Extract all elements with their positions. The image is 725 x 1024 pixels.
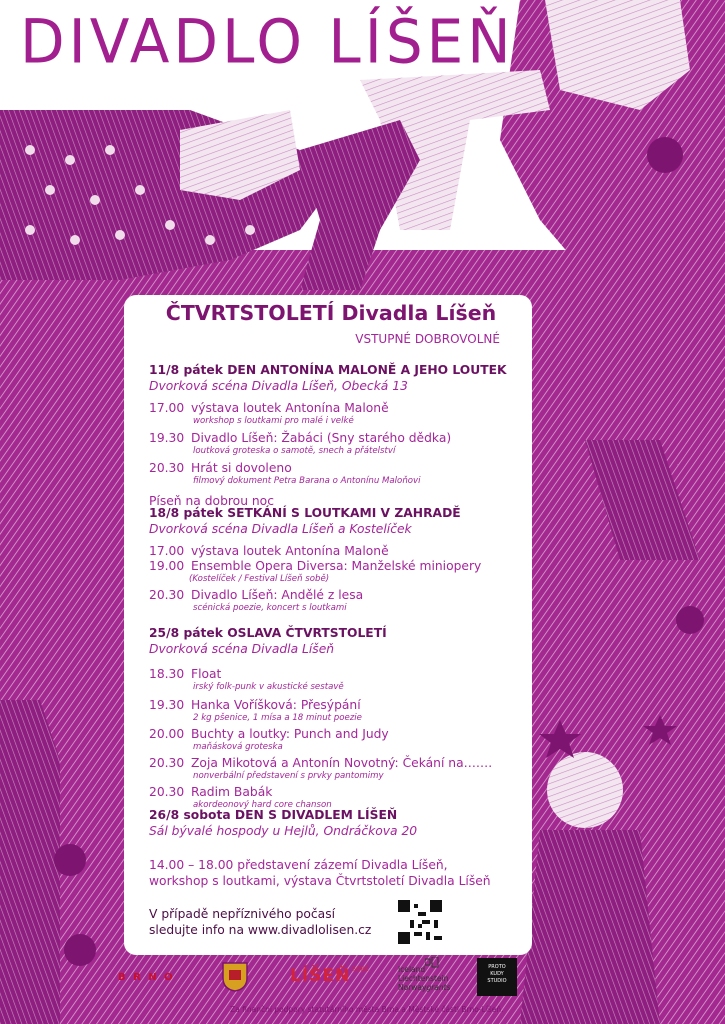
qr-code[interactable] — [398, 900, 442, 944]
event-heading: 25/8 pátek OSLAVA ČTVRTSTOLETÍ — [149, 626, 387, 640]
program-note: workshop s loutkami pro malé i velké — [193, 416, 354, 426]
program-item: 19.30 Hanka Voříšková: Přesýpání — [149, 698, 361, 712]
program-line: workshop s loutkami, výstava Čtvrtstoletí Divadla Líšeň — [149, 874, 491, 888]
event-venue: Dvorková scéna Divadla Líšeň a Kostelíček — [149, 522, 412, 536]
event-venue: Sál bývalé hospody u Hejlů, Ondráčkova 20 — [149, 824, 418, 838]
program-note: nonverbální představení s prvky pantomimy — [193, 771, 384, 781]
event-heading: 11/8 pátek DEN ANTONÍNA MALONĚ A JEHO LOUTEK — [149, 363, 507, 377]
weather-line: V případě nepříznivého počasí — [149, 907, 336, 921]
program-item: 20.30 Hrát si dovoleno — [149, 461, 292, 475]
website-link[interactable]: sledujte info na www.divadlolisen.cz — [149, 923, 372, 937]
event-block-1 — [149, 362, 529, 509]
event-heading: 18/8 pátek SETKÁNÍ S LOUTKAMI V ZAHRADĚ — [149, 506, 461, 520]
program-line: 14.00 – 18.00 představení zázemí Divadla Líšeň, — [149, 858, 448, 872]
program-note: maňásková groteska — [193, 742, 283, 752]
program-note: loutková groteska o samotě, snech a přátelství — [193, 446, 396, 456]
program-note: akordeonový hard core chanson — [193, 800, 332, 810]
program-item: 18.30 Float — [149, 667, 222, 681]
funding-note: Za finanční podpory statutárního města Brna a Městské části Brno-Líšeň. — [230, 1005, 504, 1014]
brand-title: DIVADLO LÍŠEŇ — [20, 6, 515, 78]
program-note: 2 kg pšenice, 1 mísa a 18 minut poezie — [193, 713, 362, 723]
studio-logo: PROTO KUDY STUDIO — [477, 958, 517, 996]
program-closing: Píseň na dobrou noc — [149, 494, 274, 508]
program-item: 19.30 Divadlo Líšeň: Žabáci (Sny starého dědka) — [149, 431, 452, 445]
program-item: 20.30 Divadlo Líšeň: Andělé z lesa — [149, 588, 364, 602]
event-heading: 26/8 sobota DEN S DIVADLEM LÍŠEŇ — [149, 808, 398, 822]
event-venue: Dvorková scéna Divadla Líšeň, Obecká 13 — [149, 379, 408, 393]
eea-grants-logo: Iceland Liechtenstein Norwaygrants — [398, 965, 451, 992]
program-note: scénická poezie, koncert s loutkami — [193, 603, 347, 613]
admission-note: VSTUPNÉ DOBROVOLNÉ — [355, 332, 500, 346]
program-item: 19.00 Ensemble Opera Diversa: Manželské miniopery — [149, 559, 482, 573]
event-venue: Dvorková scéna Divadla Líšeň — [149, 642, 335, 656]
program-note: irský folk-punk v akustické sestavě — [193, 682, 344, 692]
grants-icon — [425, 957, 439, 969]
event-block-2 — [149, 505, 529, 614]
brno-logo: B R N O — [118, 972, 175, 983]
coat-of-arms-icon — [222, 962, 248, 992]
program-note: filmový dokument Petra Barana o Antonínu Maloňovi — [193, 476, 421, 486]
lisen-sobe-logo: LÍŠEŇ $^{SOBĚ}$ — [290, 966, 369, 986]
poster-title: ČTVRTSTOLETÍ Divadla Líšeň — [165, 301, 497, 325]
weather-note — [149, 906, 371, 938]
program-note: (Kostelíček / Festival Líšeň sobě) — [189, 574, 330, 584]
program-item: 17.00 výstava loutek Antonína Maloně — [149, 401, 389, 415]
program-item: 20.00 Buchty a loutky: Punch and Judy — [149, 727, 389, 741]
program-item: 17.00 výstava loutek Antonína Maloně — [149, 544, 389, 558]
program-item: 20.30 Radim Babák — [149, 785, 273, 799]
program-item: 20.30 Zoja Mikotová a Antonín Novotný: Čekání na……. — [149, 756, 493, 770]
event-block-4 — [149, 807, 529, 889]
event-block-3 — [149, 625, 529, 811]
